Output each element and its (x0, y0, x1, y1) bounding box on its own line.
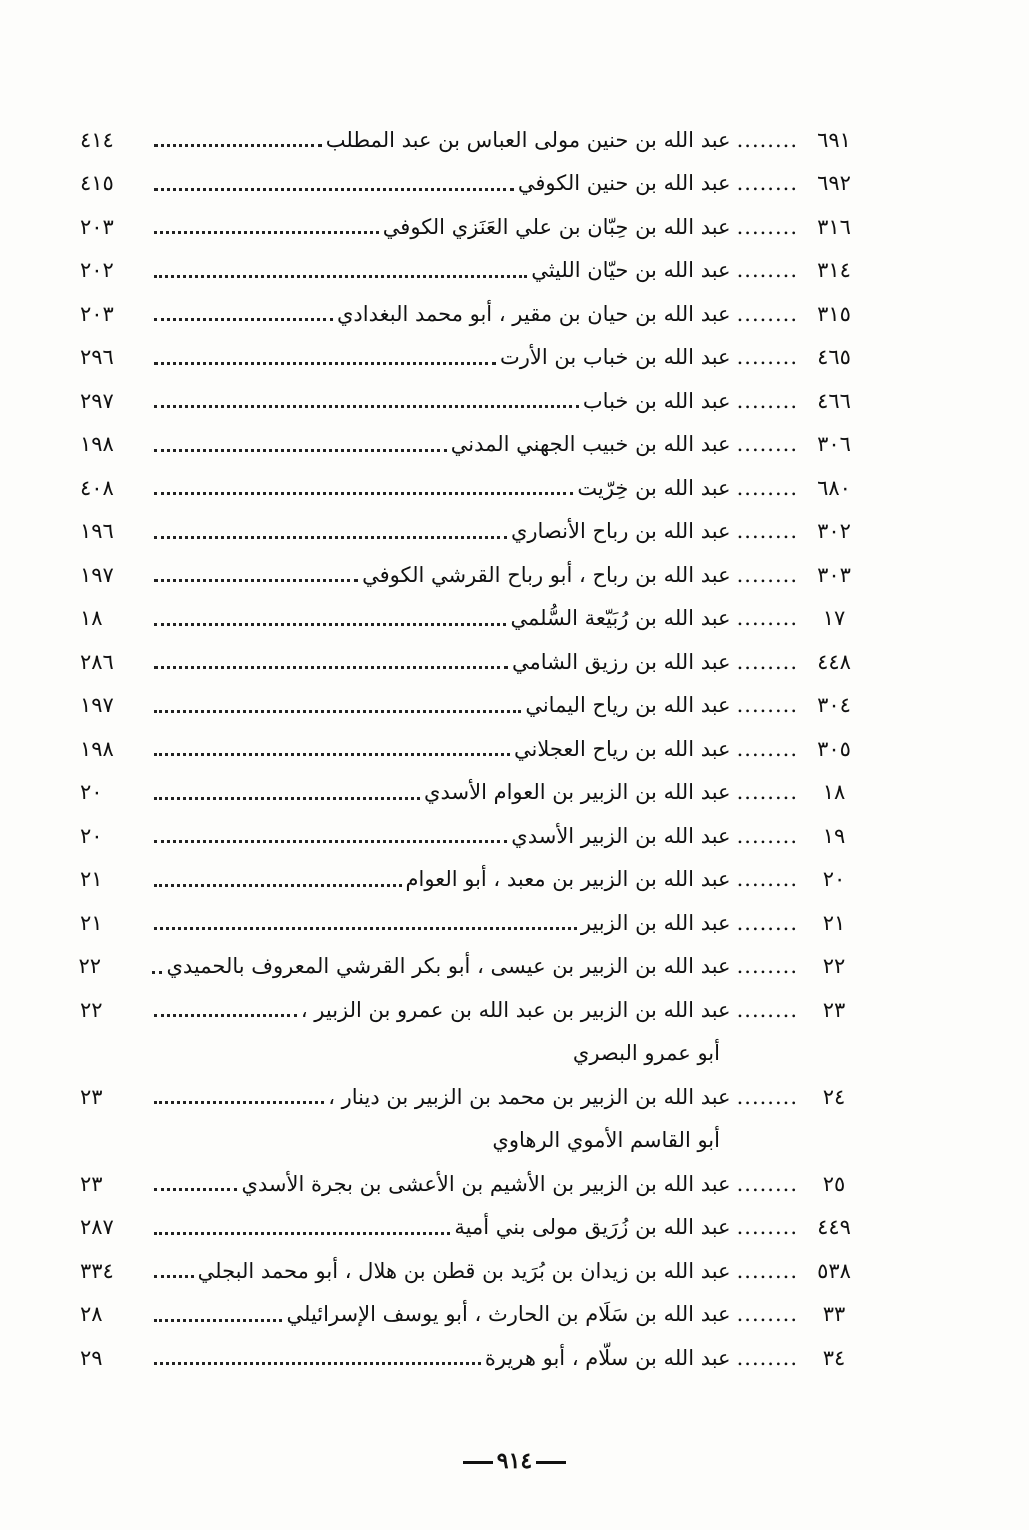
index-entry (80, 1206, 870, 1250)
dot-leader (154, 405, 579, 408)
page-reference: ١٩٨ (80, 736, 114, 761)
entry-text (80, 650, 798, 674)
entry-name: عبد الله بن زُرَيق مولى بني أمية (454, 1215, 731, 1240)
leader-dots: ........ (736, 867, 798, 892)
entry-name: عبد الله بن رياح العجلاني (513, 736, 731, 761)
index-entry (80, 988, 870, 1032)
page-reference: ٢١ (80, 867, 103, 892)
entry-number: ١٨ (822, 780, 846, 805)
entry-text (80, 1259, 798, 1283)
entry-number: ٣٠٥ (817, 736, 851, 761)
dot-leader (154, 1275, 194, 1278)
leader-dots: ........ (736, 1084, 798, 1109)
entry-text (80, 1215, 798, 1239)
entry-number: ٦٨٠ (817, 475, 851, 500)
continuation-text: أبو القاسم الأموي الرهاوي (492, 1128, 720, 1153)
entry-text (80, 693, 798, 717)
entry-number: ٤٤٩ (817, 1215, 851, 1240)
entry-number: ٢٢ (822, 954, 846, 979)
dot-leader (154, 840, 507, 843)
leader-dots: ........ (736, 345, 798, 370)
page-reference: ٢٨٦ (80, 649, 114, 674)
entry-number: ١٧ (822, 606, 846, 631)
entry-name: عبد الله بن الزبير (580, 910, 731, 935)
entry-text (80, 606, 798, 630)
leader-dots: ........ (736, 1215, 798, 1240)
footer-dash-left (536, 1461, 566, 1464)
entry-number: ٦٩٢ (817, 171, 851, 196)
page-reference: ٢٩٦ (80, 345, 114, 370)
dot-leader (154, 449, 447, 452)
index-entry (80, 249, 870, 293)
entry-text (80, 128, 798, 152)
entry-number: ٢٠ (822, 867, 846, 892)
entry-name: عبد الله بن رباح ، أبو رباح القرشي الكوفي (362, 562, 731, 587)
index-entry (80, 1293, 870, 1337)
page-reference: ٤١٥ (80, 171, 114, 196)
entry-number: ٢٥ (822, 1171, 846, 1196)
leader-dots: ........ (736, 1258, 798, 1283)
entry-continuation (80, 1032, 870, 1076)
index-entry (80, 684, 870, 728)
entry-name: عبد الله بن حيان بن مقير ، أبو محمد البغدادي (336, 301, 731, 326)
entry-name: عبد الله بن الزبير بن عيسى ، أبو بكر القرشي المعروف بالحميدي (166, 954, 731, 979)
page-reference: ٢٩ (80, 1345, 103, 1370)
entry-number: ٣١٥ (817, 301, 851, 326)
page-number: ٩١٤ (0, 1448, 1029, 1474)
index-entry (80, 510, 870, 554)
leader-dots: ........ (736, 736, 798, 761)
page-reference: ٤٠٨ (80, 475, 114, 500)
page-reference: ١٨ (80, 606, 103, 631)
index-entry (80, 771, 870, 815)
entry-number: ٦٩١ (817, 127, 851, 152)
leader-dots: ........ (736, 127, 798, 152)
index-entry (80, 1162, 870, 1206)
index-entry (80, 205, 870, 249)
dot-leader (154, 753, 510, 756)
index-entry (80, 858, 870, 902)
index-entry (80, 1336, 870, 1380)
index-entry (80, 553, 870, 597)
entry-number: ٤٤٨ (817, 649, 851, 674)
entry-number: ٢٣ (822, 997, 846, 1022)
dot-leader (154, 536, 507, 539)
leader-dots: ........ (736, 171, 798, 196)
entry-number: ١٩ (822, 823, 846, 848)
entry-name: عبد الله بن الزبير بن الأشيم بن الأعشى بن بجرة الأسدي (241, 1171, 731, 1196)
dot-leader (154, 231, 379, 234)
entry-text (80, 476, 798, 500)
dot-leader (154, 579, 358, 582)
leader-dots: ........ (736, 214, 798, 239)
page-reference: ٢٣ (80, 1084, 103, 1109)
entry-number: ٣٠٢ (817, 519, 851, 544)
leader-dots: ........ (736, 997, 798, 1022)
dot-leader (154, 1319, 282, 1322)
entry-number: ٢٤ (822, 1084, 846, 1109)
leader-dots: ........ (736, 1302, 798, 1327)
leader-dots: ........ (736, 649, 798, 674)
dot-leader (154, 927, 577, 930)
leader-dots: ........ (736, 258, 798, 283)
page-reference: ٣٣٤ (80, 1258, 114, 1283)
entry-text (80, 432, 798, 456)
entry-name: عبد الله بن الزبير بن العوام الأسدي (424, 780, 731, 805)
dot-leader (154, 188, 514, 191)
entry-text (80, 1172, 798, 1196)
index-entry (80, 379, 870, 423)
entry-number: ٤٦٥ (817, 345, 851, 370)
page-reference: ١٩٦ (80, 519, 114, 544)
index-entry (80, 597, 870, 641)
leader-dots: ........ (736, 519, 798, 544)
dot-leader (154, 884, 402, 887)
dot-leader (154, 318, 333, 321)
footer-dash-right (463, 1461, 493, 1464)
entry-text (80, 737, 798, 761)
entry-name: عبد الله بن خِرّيت (577, 475, 731, 500)
dot-leader (154, 666, 508, 669)
entry-text (80, 302, 798, 326)
entry-name: عبد الله بن حيّان الليثي (531, 258, 731, 283)
dot-leader (154, 362, 496, 365)
page-reference: ٢٠٢ (80, 258, 114, 283)
page-reference: ٢٠ (80, 780, 103, 805)
page-reference: ٤١٤ (80, 127, 114, 152)
entry-name: عبد الله بن الزبير بن محمد بن الزبير بن دينار ، (328, 1084, 731, 1109)
dot-leader (154, 1101, 324, 1104)
entry-text (80, 1085, 798, 1109)
dot-leader (154, 1014, 297, 1017)
entry-text (80, 519, 798, 543)
entry-text (80, 867, 798, 891)
entry-text (80, 1346, 798, 1370)
entry-name: عبد الله بن الزبير بن معبد ، أبو العوام (405, 867, 731, 892)
entry-continuation (80, 1119, 870, 1163)
index-entry (80, 466, 870, 510)
leader-dots: ........ (736, 606, 798, 631)
index-entry (80, 901, 870, 945)
entry-name: عبد الله بن حنين مولى العباس بن عبد المطلب (325, 127, 731, 152)
leader-dots: ........ (736, 388, 798, 413)
entry-name: عبد الله بن خبيب الجهني المدني (450, 432, 731, 457)
continuation-text: أبو عمرو البصري (572, 1041, 720, 1066)
dot-leader (154, 1362, 481, 1365)
entry-name: عبد الله بن رباح الأنصاري (510, 519, 731, 544)
dot-leader (152, 971, 162, 974)
page-reference: ١٩٨ (80, 432, 114, 457)
page-reference: ٢٨ (80, 1302, 103, 1327)
entry-name: عبد الله بن زيدان بن بُرَيد بن قطن بن هلال ، أبو محمد البجلي (197, 1258, 731, 1283)
leader-dots: ........ (736, 693, 798, 718)
entry-text (80, 563, 798, 587)
leader-dots: ........ (736, 954, 798, 979)
index-entry (80, 727, 870, 771)
leader-dots: ........ (736, 910, 798, 935)
entry-text (80, 345, 798, 369)
page-reference: ١٩٧ (80, 562, 114, 587)
leader-dots: ........ (736, 823, 798, 848)
dot-leader (154, 1188, 237, 1191)
page-reference: ٢٠٣ (80, 214, 114, 239)
entry-name: عبد الله بن خباب (582, 388, 731, 413)
leader-dots: ........ (736, 1345, 798, 1370)
index-entry (80, 1249, 870, 1293)
page-reference: ٢٢ (78, 954, 102, 979)
entry-number: ٣٠٤ (817, 693, 851, 718)
entry-name: عبد الله بن خباب بن الأرت (500, 345, 731, 370)
page-reference: ٢٠٣ (80, 301, 114, 326)
index-entry (80, 1075, 870, 1119)
entry-name: عبد الله بن رُبَيّعة السُّلمي (510, 606, 731, 631)
index-entry (80, 945, 870, 989)
index-entry (80, 336, 870, 380)
leader-dots: ........ (736, 780, 798, 805)
entry-name: عبد الله بن رياح اليماني (525, 693, 731, 718)
entry-number: ٣٤ (822, 1345, 846, 1370)
dot-leader (154, 275, 527, 278)
entry-text (80, 998, 798, 1022)
entry-text (80, 389, 798, 413)
page-reference: ٢٨٧ (80, 1215, 114, 1240)
entry-text (80, 171, 798, 195)
entry-number: ٣٠٣ (817, 562, 851, 587)
index-entry (80, 292, 870, 336)
leader-dots: ........ (736, 475, 798, 500)
page-reference: ٢٢ (80, 997, 103, 1022)
entry-name: عبد الله بن الزبير بن عبد الله بن عمرو بن الزبير ، (300, 997, 731, 1022)
entry-number: ٣١٤ (817, 258, 851, 283)
entry-name: عبد الله بن حنين الكوفي (517, 171, 731, 196)
entry-text (80, 911, 798, 935)
entry-number: ٣٠٦ (817, 432, 851, 457)
entry-name: عبد الله بن الزبير الأسدي (511, 823, 731, 848)
entry-number: ٤٦٦ (817, 388, 851, 413)
entry-number: ٢١ (822, 910, 846, 935)
dot-leader (154, 797, 420, 800)
entry-text (80, 1302, 798, 1326)
dot-leader (154, 1232, 450, 1235)
index-entry (80, 162, 870, 206)
dot-leader (154, 492, 573, 495)
page-reference: ٢١ (80, 910, 103, 935)
dot-leader (154, 623, 506, 626)
entry-name: عبد الله بن رزيق الشامي (511, 649, 731, 674)
leader-dots: ........ (736, 1171, 798, 1196)
index-list (80, 118, 870, 1380)
entry-text (80, 215, 798, 239)
dot-leader (154, 144, 322, 147)
entry-name: عبد الله بن حِبّان بن علي العَنَزي الكوفي (382, 214, 731, 239)
leader-dots: ........ (736, 432, 798, 457)
leader-dots: ........ (736, 301, 798, 326)
page-reference: ٢٩٧ (80, 388, 114, 413)
page-reference: ٢٣ (80, 1171, 103, 1196)
index-entry (80, 118, 870, 162)
entry-text (80, 824, 798, 848)
entry-name: عبد الله بن سلّام ، أبو هريرة (484, 1345, 731, 1370)
entry-number: ٣٣ (822, 1302, 846, 1327)
entry-number: ٣١٦ (817, 214, 851, 239)
entry-name: عبد الله بن سَلَام بن الحارث ، أبو يوسف الإسرائيلي (286, 1302, 731, 1327)
dot-leader (154, 710, 521, 713)
entry-text (80, 954, 798, 978)
page-reference: ١٩٧ (80, 693, 114, 718)
leader-dots: ........ (736, 562, 798, 587)
index-entry (80, 814, 870, 858)
index-entry (80, 423, 870, 467)
entry-text (80, 780, 798, 804)
entry-text (80, 258, 798, 282)
page-reference: ٢٠ (80, 823, 103, 848)
index-entry (80, 640, 870, 684)
entry-number: ٥٣٨ (817, 1258, 851, 1283)
